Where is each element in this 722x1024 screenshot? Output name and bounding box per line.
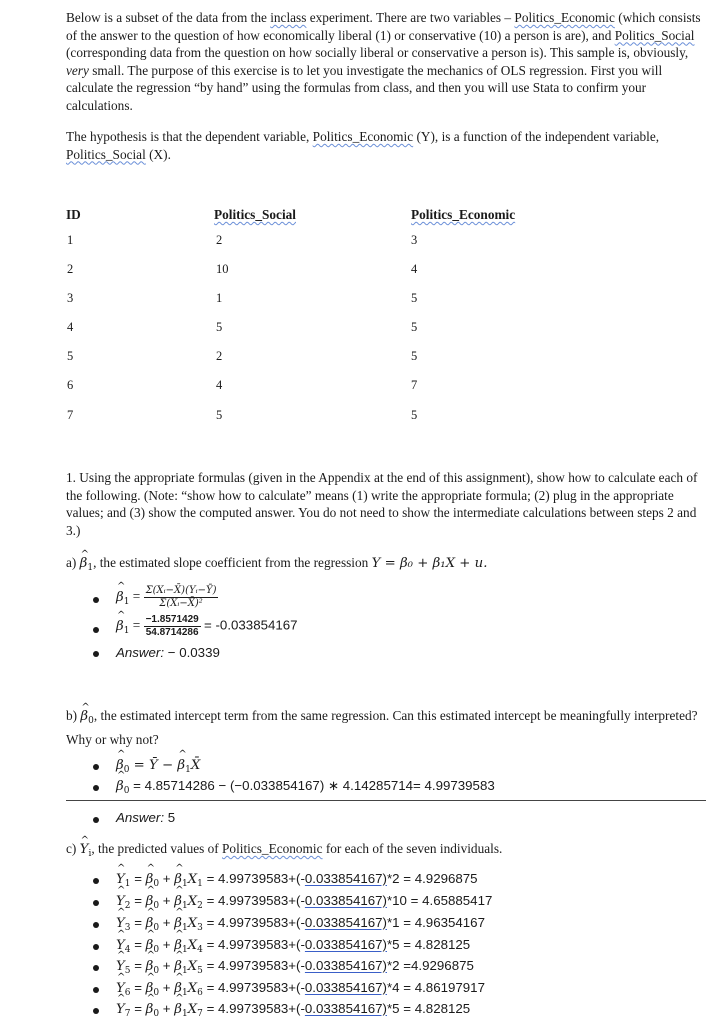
table-cell-politics-social: 5 [216, 320, 223, 334]
table-cell-politics-economic: 5 [411, 291, 418, 305]
bullet-dot [93, 817, 99, 823]
table-cell-id: 6 [67, 378, 74, 392]
table-cell-politics-social: 4 [216, 378, 223, 392]
bullet-dot [93, 878, 99, 884]
predicted-value-line: ^ $Y_5$ = ^ $\beta_0$ + ^ $\beta_1X_5 = 4.99739583+(-0.033854167)*2 =4.9296875$ [116, 958, 474, 976]
very-emphasis: very [66, 62, 89, 78]
bullet-dot [93, 1008, 99, 1014]
table-cell-id: 2 [67, 262, 74, 276]
table-cell-id: 4 [67, 320, 74, 334]
beta1-denominator: Σ(Xᵢ−X̄)² [159, 598, 203, 609]
table-cell-politics-social: 2 [216, 233, 223, 247]
predicted-value-line: ^ $Y_6$ = ^ $\beta_0$ + ^ $\beta_1X_6 = 4.99739583+(-0.033854167)*4 = 4.86197917$ [116, 980, 485, 998]
predicted-value-line: ^ $Y_2$ = ^ $\beta_0$ + ^ $\beta_1X_2 = 4.99739583+(-0.033854167)*10 = 4.65885417$ [116, 893, 492, 911]
part-a-answer: Answer: − 0.0339 [116, 645, 220, 660]
inclass-term: inclass [270, 10, 307, 25]
politics-social-term: Politics_Social [66, 146, 146, 162]
predicted-value-line: ^ $Y_1$ = ^ $\beta_0$ + ^ $\beta_1X_1 = 4.99739583+(-0.033854167)*2 = 4.9296875$ [116, 871, 478, 889]
table-cell-politics-economic: 5 [411, 408, 418, 422]
table-cell-politics-social: 5 [216, 408, 223, 422]
header-politics-economic: Politics_Economic [411, 207, 516, 222]
table-cell-politics-economic: 7 [411, 378, 418, 392]
bullet-dot [93, 651, 99, 657]
bullet-dot [93, 785, 99, 791]
regression-model: Y = β₀ + β₁X + u. [371, 556, 488, 571]
table-cell-politics-social: 2 [216, 349, 223, 363]
intro-paragraph: Below is a subset of the data from the inclass experiment. There are two variables – Politics_Economic (which consists of the answer to the question of how economically liberal (1) or conservative (10) a person is are), and Politics_Social (corresponding data from the question on how socially liberal or conservative a person is). This sample is, obviously, very small. The purpose of this exercise is to let you investigate the mechanics of OLS regression. First you will calculate the regression “by hand” using the formulas from class, and then you will use Stata to confirm your calculations. [66, 10, 701, 113]
bullet-dot [93, 764, 99, 770]
question-1-text: 1. Using the appropriate formulas (given in the Appendix at the end of this assignment), show how to calculate each of the following. (Note: “show how to calculate” means (1) write the appropriate formula; (2) plug in the appropriate values; and (3) show the computed answer. You do not need to show the intermediate calculations between steps 2 and 3.) [66, 470, 698, 538]
bullet-dot [93, 627, 99, 633]
plug-numerator: −1.8571429 [145, 614, 199, 625]
header-politics-social: Politics_Social [214, 207, 296, 222]
bullet-dot [93, 944, 99, 950]
beta1-numerator: Σ(Xᵢ−X̄)(Yᵢ−Ȳ) [145, 585, 217, 596]
table-cell-id: 7 [67, 408, 74, 422]
table-cell-politics-economic: 4 [411, 262, 418, 276]
table-cell-politics-social: 1 [216, 291, 223, 305]
predicted-value-line: ^ $Y_7$ = ^ $\beta_0$ + ^ $\beta_1X_7 = 4.99739583+(-0.033854167)*5 = 4.828125$ [116, 1001, 470, 1019]
table-cell-politics-social: 10 [216, 262, 229, 276]
part-b-answer: Answer: 5 [116, 810, 176, 825]
politics-economic-term: Politics_Economic [514, 10, 615, 25]
table-cell-politics-economic: 5 [411, 320, 418, 334]
plug-result: = -0.033854167 [204, 617, 298, 633]
hypothesis-paragraph: The hypothesis is that the dependent variable, Politics_Economic (Y), is a function of the independent variable, Politics_Social (X). [66, 129, 660, 162]
predicted-value-line: ^ $Y_4$ = ^ $\beta_0$ + ^ $\beta_1X_4 = 4.99739583+(-0.033854167)*5 = 4.828125$ [116, 937, 470, 955]
beta0-plugged: ^ $\beta_0 = 4.85714286 - (-0.033854167)$ ∗ 4.14285714= 4.99739583 [116, 778, 495, 796]
beta0-formula: ^ $\beta_0$ = Ȳ − ^ $\beta_1X̄$ [116, 757, 200, 775]
predicted-value-line: ^ $Y_3$ = ^ $\beta_0$ + ^ $\beta_1X_3 = 4.99739583+(-0.033854167)*1 = 4.96354167$ [116, 915, 485, 933]
beta1-hat-symbol: ^ $\beta_1$ [80, 555, 93, 578]
table-cell-politics-economic: 3 [411, 233, 418, 247]
table-cell-politics-economic: 5 [411, 349, 418, 363]
bullet-dot [93, 922, 99, 928]
beta0-hat-symbol: ^ $\beta_0$ [80, 708, 93, 731]
part-a-question: a) ^ $\beta_1$, the estimated slope coefficient from the regression Y = β₀ + β₁X + u. [66, 554, 706, 578]
yhat-symbol: ^ $Y_i$ [80, 841, 92, 864]
part-b-question: b) ^ $\beta_0$, the estimated intercept term from the same regression. Can this estimated intercept be meaningfully interpreted? Why or why not? [66, 707, 706, 748]
bullet-dot [93, 597, 99, 603]
part-c-question: c) ^ $Y_i$, the predicted values of Politics_Economic for each of the seven individuals. [66, 840, 706, 864]
bullet-dot [93, 900, 99, 906]
politics-social-term: Politics_Social [614, 27, 695, 43]
plug-denominator: 54.8714286 [145, 627, 199, 638]
politics-economic-term: Politics_Economic [312, 129, 414, 144]
beta1-formula: ^ $\beta_1$ = $\frac{\text{Σ(Xᵢ−X̄)(Yᵢ−Ȳ)}}{\text{Σ(Xᵢ−X̄)²}}$ [116, 585, 218, 610]
table-cell-id: 3 [67, 291, 74, 305]
beta1-plugged: ^ $\beta_1$ = $\frac{-1.8571429}{54.8714286}$ = -0.033854167 [116, 614, 298, 639]
bullet-dot [93, 987, 99, 993]
header-id: ID [66, 207, 81, 222]
divider [66, 800, 706, 801]
bullet-dot [93, 965, 99, 971]
table-cell-id: 1 [67, 233, 74, 247]
politics-economic-term: Politics_Economic [222, 841, 323, 856]
table-cell-id: 5 [67, 349, 74, 363]
